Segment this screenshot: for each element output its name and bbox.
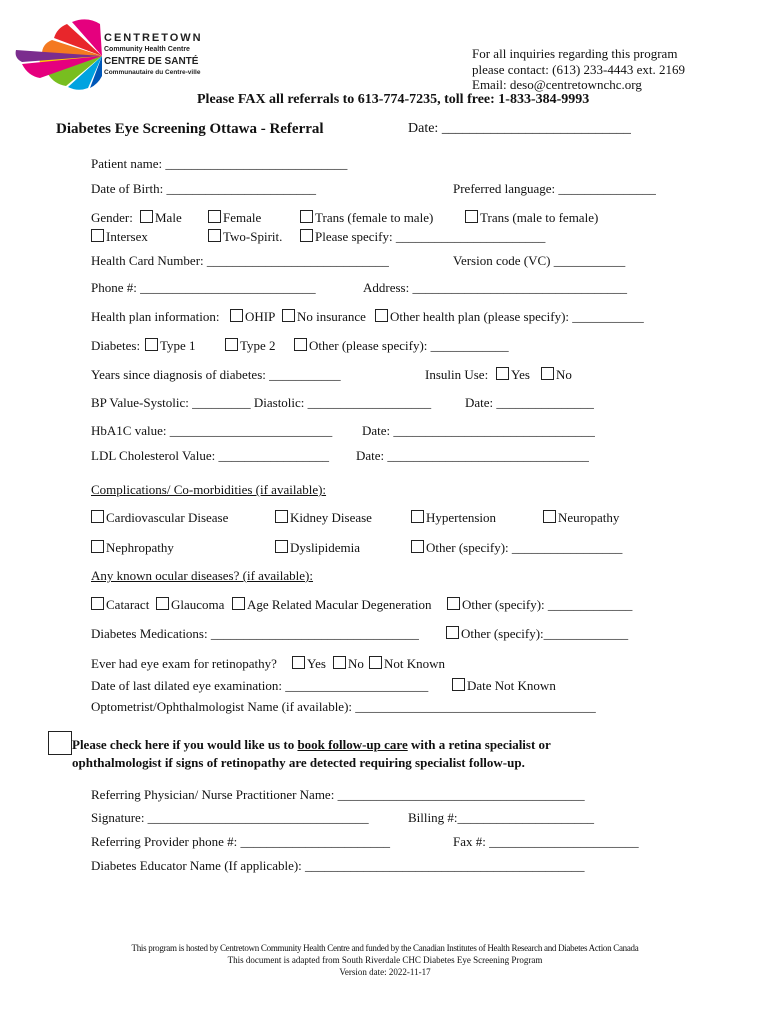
logo-line4: Communautaire du Centre-ville: [104, 69, 201, 76]
eye-exam-not-known[interactable]: Not Known: [369, 656, 445, 672]
contact-email: Email: deso@centretownchc.org: [472, 77, 642, 92]
medications-other[interactable]: Other (specify):_____________: [446, 626, 628, 642]
referring-physician-field[interactable]: Referring Physician/ Nurse Practitioner Name: ______________________________________: [91, 787, 585, 802]
footer-line2: This document is adapted from South Riverdale CHC Diabetes Eye Screening Program: [227, 955, 543, 965]
plan-other[interactable]: Other health plan (please specify): ___________: [375, 309, 644, 325]
patient-name-field[interactable]: Patient name: ____________________________: [91, 156, 348, 171]
medications-field[interactable]: Diabetes Medications: ________________________________: [91, 626, 419, 641]
phone-field[interactable]: Phone #: ___________________________: [91, 280, 316, 295]
cataract-checkbox[interactable]: [91, 597, 104, 610]
eye-exam-yes-checkbox[interactable]: [292, 656, 305, 669]
logo-fan-icon: [12, 14, 102, 94]
trans-ftm-checkbox[interactable]: [300, 210, 313, 223]
gender-trans-ftm[interactable]: Trans (female to male): [300, 210, 433, 226]
other-plan-checkbox[interactable]: [375, 309, 388, 322]
fax-field[interactable]: Fax #: _______________________: [453, 834, 639, 849]
hba1c-field[interactable]: HbA1C value: _________________________: [91, 423, 333, 438]
diabetes-label: Diabetes:: [91, 338, 141, 353]
eye-exam-not-known-checkbox[interactable]: [369, 656, 382, 669]
glaucoma-checkbox[interactable]: [156, 597, 169, 610]
followup-checkbox[interactable]: [48, 731, 72, 755]
ocular-other-checkbox[interactable]: [447, 597, 460, 610]
complications-heading: Complications/ Co-morbidities (if available):: [91, 482, 327, 497]
comp-nephropathy[interactable]: Nephropathy: [91, 540, 174, 556]
date-field[interactable]: Date: ___________________________: [408, 121, 631, 136]
gender-trans-mtf[interactable]: Trans (male to female): [465, 210, 598, 226]
insulin-no[interactable]: No: [541, 367, 572, 383]
ocular-amd[interactable]: Age Related Macular Degeneration: [232, 597, 431, 613]
ldl-date-field[interactable]: Date: _______________________________: [356, 448, 589, 463]
type2-checkbox[interactable]: [225, 338, 238, 351]
comp-kidney[interactable]: Kidney Disease: [275, 510, 372, 526]
address-field[interactable]: Address: _________________________________: [363, 280, 627, 295]
years-since-diagnosis-field[interactable]: Years since diagnosis of diabetes: ___________: [91, 367, 341, 382]
female-checkbox[interactable]: [208, 210, 221, 223]
referring-phone-field[interactable]: Referring Provider phone #: _______________________: [91, 834, 390, 849]
type1-checkbox[interactable]: [145, 338, 158, 351]
other-diabetes-checkbox[interactable]: [294, 338, 307, 351]
hba1c-date-field[interactable]: Date: _______________________________: [362, 423, 595, 438]
preferred-language-field[interactable]: Preferred language: _______________: [453, 181, 656, 196]
footer-line1: This program is hosted by Centretown Community Health Centre and funded by the Canadian Institutes of Health Research and Diabetes Action Canada: [131, 943, 639, 953]
eye-exam-no[interactable]: No: [333, 656, 364, 672]
eye-exam-no-checkbox[interactable]: [333, 656, 346, 669]
footer-version: Version date: 2022-11-17: [339, 967, 431, 977]
trans-mtf-checkbox[interactable]: [465, 210, 478, 223]
comp-cardiovascular[interactable]: Cardiovascular Disease: [91, 510, 228, 526]
ocular-heading: Any known ocular diseases? (if available):: [91, 568, 314, 583]
logo-line2: Community Health Centre: [104, 46, 190, 53]
bp-date-field[interactable]: Date: _______________: [465, 395, 594, 410]
ohip-checkbox[interactable]: [230, 309, 243, 322]
gender-intersex[interactable]: Intersex: [91, 229, 148, 245]
gender-label: Gender:: [91, 210, 133, 225]
bp-field[interactable]: BP Value-Systolic: _________ Diastolic: ___________________: [91, 395, 432, 410]
insulin-yes-checkbox[interactable]: [496, 367, 509, 380]
hypertension-checkbox[interactable]: [411, 510, 424, 523]
followup-line1: Please check here if you would like us to book follow-up care with a retina specialist or: [72, 737, 551, 752]
version-code-field[interactable]: Version code (VC) ___________: [453, 253, 626, 268]
gender-male[interactable]: Male: [140, 210, 182, 226]
date-not-known[interactable]: Date Not Known: [452, 678, 556, 694]
date-not-known-checkbox[interactable]: [452, 678, 465, 691]
comp-other[interactable]: Other (specify): _________________: [411, 540, 622, 556]
contact-line2: please contact: (613) 233-4443 ext. 2169: [472, 62, 685, 77]
signature-field[interactable]: Signature: __________________________________: [91, 810, 369, 825]
kidney-checkbox[interactable]: [275, 510, 288, 523]
fax-notice: Please FAX all referrals to 613-774-7235, toll free: 1-833-384-9993: [197, 92, 590, 107]
plan-no-insurance[interactable]: No insurance: [282, 309, 366, 325]
insulin-yes[interactable]: Yes: [496, 367, 530, 383]
dyslipidemia-checkbox[interactable]: [275, 540, 288, 553]
dob-field[interactable]: Date of Birth: _______________________: [91, 181, 316, 196]
comp-other-checkbox[interactable]: [411, 540, 424, 553]
diabetes-type1[interactable]: Type 1: [145, 338, 196, 354]
gender-female[interactable]: Female: [208, 210, 261, 226]
insulin-label: Insulin Use:: [425, 367, 489, 382]
two-spirit-checkbox[interactable]: [208, 229, 221, 242]
ocular-glaucoma[interactable]: Glaucoma: [156, 597, 224, 613]
ocular-other[interactable]: Other (specify): _____________: [447, 597, 632, 613]
comp-dyslipidemia[interactable]: Dyslipidemia: [275, 540, 360, 556]
ldl-field[interactable]: LDL Cholesterol Value: _________________: [91, 448, 329, 463]
followup-line2: ophthalmologist if signs of retinopathy are detected requiring specialist follow-up.: [72, 755, 525, 770]
intersex-checkbox[interactable]: [91, 229, 104, 242]
male-checkbox[interactable]: [140, 210, 153, 223]
page-title: Diabetes Eye Screening Ottawa - Referral: [56, 121, 324, 137]
eye-exam-question: Ever had eye exam for retinopathy?: [91, 656, 277, 671]
no-insurance-checkbox[interactable]: [282, 309, 295, 322]
health-plan-label: Health plan information:: [91, 309, 220, 324]
neuropathy-checkbox[interactable]: [543, 510, 556, 523]
amd-checkbox[interactable]: [232, 597, 245, 610]
last-dilated-field[interactable]: Date of last dilated eye examination: ______________________: [91, 678, 429, 693]
comp-neuropathy[interactable]: Neuropathy: [543, 510, 619, 526]
logo-line3: CENTRE DE SANTÉ: [104, 56, 199, 67]
medications-other-checkbox[interactable]: [446, 626, 459, 639]
ocular-cataract[interactable]: Cataract: [91, 597, 149, 613]
plan-ohip[interactable]: OHIP: [230, 309, 275, 325]
insulin-no-checkbox[interactable]: [541, 367, 554, 380]
contact-line1: For all inquiries regarding this program: [472, 46, 678, 61]
diabetes-other[interactable]: Other (please specify): ____________: [294, 338, 509, 354]
nephropathy-checkbox[interactable]: [91, 540, 104, 553]
logo: [12, 14, 202, 94]
comp-hypertension[interactable]: Hypertension: [411, 510, 496, 526]
billing-field[interactable]: Billing #:_____________________: [408, 810, 594, 825]
gender-two-spirit[interactable]: Two-Spirit.: [208, 229, 282, 245]
gender-specify[interactable]: Please specify: _______________________: [300, 229, 545, 245]
optometrist-field[interactable]: Optometrist/Ophthalmologist Name (if available): _____________________________________: [91, 699, 596, 714]
logo-line1: CENTRETOWN: [104, 32, 203, 44]
cardiovascular-checkbox[interactable]: [91, 510, 104, 523]
diabetes-type2[interactable]: Type 2: [225, 338, 276, 354]
educator-field[interactable]: Diabetes Educator Name (If applicable): ___________________________________________: [91, 858, 585, 873]
eye-exam-yes[interactable]: Yes: [292, 656, 326, 672]
health-card-field[interactable]: Health Card Number: ____________________________: [91, 253, 389, 268]
specify-checkbox[interactable]: [300, 229, 313, 242]
